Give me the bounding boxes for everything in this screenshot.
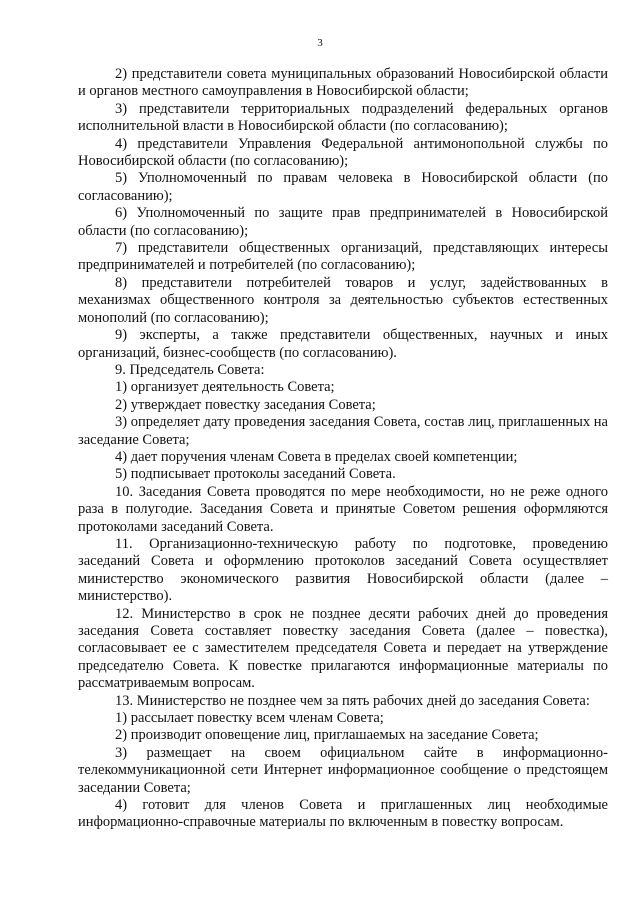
paragraph: 9) эксперты, а также представители общественных, научных и иных организаций, бизнес-сообществ (по согласованию). <box>78 327 608 361</box>
paragraph: 4) представители Управления Федеральной антимонопольной службы по Новосибирской области (по согласованию); <box>78 135 608 170</box>
paragraph: 1) организует деятельность Совета; <box>115 379 335 396</box>
paragraph: 4) готовит для членов Совета и приглашенных лиц необходимые информационно-справочные материалы по включенным в повестку вопросам. <box>78 797 608 831</box>
paragraph: 12. Министерство в срок не позднее десяти рабочих дней до проведения заседания Совета составляет повестку заседания Совета (далее – повестка), согласовывает ее с заместителем председателя Совета и передает на утверждение председателю Совета. К повестке прилагаются информационные материалы по рассматриваемым вопросам. <box>78 605 608 692</box>
paragraph: 2) представители совета муниципальных образований Новосибирской области и органов местного самоуправления в Новосибирской области; <box>78 66 608 100</box>
section-heading: 13. Министерство не позднее чем за пять рабочих дней до заседания Совета: <box>115 692 590 709</box>
paragraph: 7) представители общественных организаций, представляющих интересы предпринимателей и потребителей (по согласованию); <box>78 240 608 274</box>
paragraph: 10. Заседания Совета проводятся по мере необходимости, но не реже одного раза в полугодие. Заседания Совета и принятые Советом решения оформляются протоколами заседаний Совета. <box>78 483 608 535</box>
document-body <box>78 66 608 832</box>
paragraph: 3) представители территориальных подразделений федеральных органов исполнительной власти в Новосибирской области (по согласованию); <box>78 100 608 135</box>
paragraph: 3) размещает на своем официальном сайте в информационно-телекоммуникационной сети Интернет информационное сообщение о предстоящем заседании Совета; <box>78 744 608 796</box>
paragraph: 5) подписывает протоколы заседаний Совета. <box>115 466 396 483</box>
paragraph: 3) определяет дату проведения заседания Совета, состав лиц, приглашенных на заседание Совета; <box>78 414 608 448</box>
page-number: 3 <box>317 37 323 49</box>
paragraph: 4) дает поручения членам Совета в пределах своей компетенции; <box>115 448 518 465</box>
paragraph: 8) представители потребителей товаров и услуг, задействованных в механизмах общественного контроля за деятельностью субъектов естественных монополий (по согласованию); <box>78 274 608 326</box>
paragraph: 11. Организационно-техническую работу по подготовке, проведению заседаний Совета и оформлению протоколов заседаний Совета осуществляет министерство экономического развития Новосибирской области (далее – министерство). <box>78 535 608 605</box>
paragraph: 6) Уполномоченный по защите прав предпринимателей в Новосибирской области (по согласованию); <box>78 205 608 239</box>
paragraph: 1) рассылает повестку всем членам Совета; <box>115 710 384 727</box>
paragraph: 2) производит оповещение лиц, приглашаемых на заседание Совета; <box>115 727 539 744</box>
section-heading: 9. Председатель Совета: <box>115 361 265 378</box>
paragraph: 5) Уполномоченный по правам человека в Новосибирской области (по согласованию); <box>78 170 608 204</box>
paragraph: 2) утверждает повестку заседания Совета; <box>115 396 376 413</box>
